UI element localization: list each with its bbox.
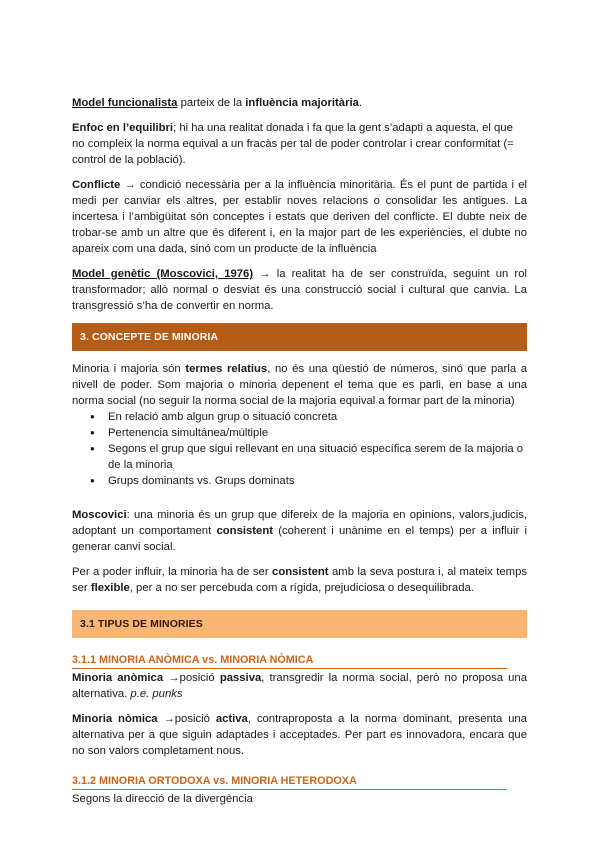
term-model-genetic: Model genètic (Moscovici, 1976) [72, 268, 254, 280]
term-model-funcionalista: Model funcionalista [72, 97, 178, 109]
list-item: ● En relació amb algun grup o situació concreta [108, 409, 527, 425]
list-item: ● Segons el grup que sigui rellevant en una situació específica serem de la majoria o de la minoria [108, 441, 527, 473]
section-heading-tipus-minories: 3.1 TIPUS DE MINORIES [72, 610, 527, 638]
paragraph-direccio-divergencia: Segons la direcció de la divergència [72, 793, 253, 805]
paragraph-minoria-nomica: Minoria nòmica →posició activa, contraproposta a la norma dominant, presenta una alternativa per a que siguin adaptades i acceptades. Per part es innovadora, encara que no son valors completament nous. [72, 713, 527, 757]
term-minoria-anomica: Minoria anòmica [72, 672, 164, 684]
list-item: ● Grups dominants vs. Grups dominats [108, 473, 527, 489]
section-heading-concepte-minoria: 3. CONCEPTE DE MINORIA [72, 323, 527, 351]
term-minoria-nomica: Minoria nòmica [72, 713, 158, 725]
term-moscovici: Moscovici [72, 509, 127, 521]
document-page [72, 95, 527, 807]
bullet-list [72, 409, 527, 489]
paragraph-poder-influir: Per a poder influir, la minoria ha de ser consistent amb la seva postura i, al mateix temps ser flexible, per a no ser percebuda com a rígida, prejudiciosa o desequilibrada. [72, 566, 527, 594]
paragraph-enfoc-equilibri: Enfoc en l’equilibri; hi ha una realitat donada i fa que la gent s’adapti a aquesta, el que no compleix la norma equival a un fracàs per tal de poder controlar i crear conformitat (= control de la població). [72, 122, 514, 166]
paragraph-moscovici: Moscovici: una minoria és un grup que difereix de la majoria en opinions, valors,judicis, adoptant un comportament consistent (coherent i unànime en el temps) per a influir i generar canvi social. [72, 509, 527, 553]
paragraph-conflicte: Conflicte → condició necessària per a la influència minoritària. És el punt de partida i el medi per canviar els altres, per establir noves relacions o consolidar les antigues. La incertesa i l’ambigüitat són conceptes i estats que deriven del conflicte. El dubte neix de trobar-se amb un altre que és diferent i, en la major part de les experiències, el dubte no apareix com una dada, sinó com un producte de la influència [72, 179, 527, 255]
subheading-anomica-nomica: 3.1.1 MINORIA ANÒMICA vs. MINORIA NÒMICA [72, 653, 507, 669]
paragraph-model-genetic: Model genètic (Moscovici, 1976) → la realitat ha de ser construïda, seguint un rol transformador; allò normal o desviat és una construcció social i cultural que canvia. La transgressió s’ha de convertir en norma. [72, 268, 527, 312]
list-item: ● Pertenencia simultánea/múltiple [108, 425, 527, 441]
paragraph-model-funcionalista: Model funcionalista parteix de la influència majoritària. [72, 97, 363, 109]
subheading-ortodoxa-heterodoxa: 3.1.2 MINORIA ORTODOXA vs. MINORIA HETERODOXA [72, 774, 507, 790]
paragraph-termes-relatius: Minoria i majoria són termes relatius, no és una qüestió de números, sinó que parla a nivell de poder. Som majoria o minoria depenent el tema que es parli, en base a una norma social (no seguir la norma social de la majoria equival a formar part de la minoria) [72, 363, 528, 407]
term-enfoc-equilibri: Enfoc en l’equilibri [72, 122, 174, 134]
term-conflicte: Conflicte [72, 179, 121, 191]
paragraph-minoria-anomica: Minoria anòmica →posició passiva, transgredir la norma social, però no proposa una alternativa. p.e. punks [72, 672, 527, 700]
